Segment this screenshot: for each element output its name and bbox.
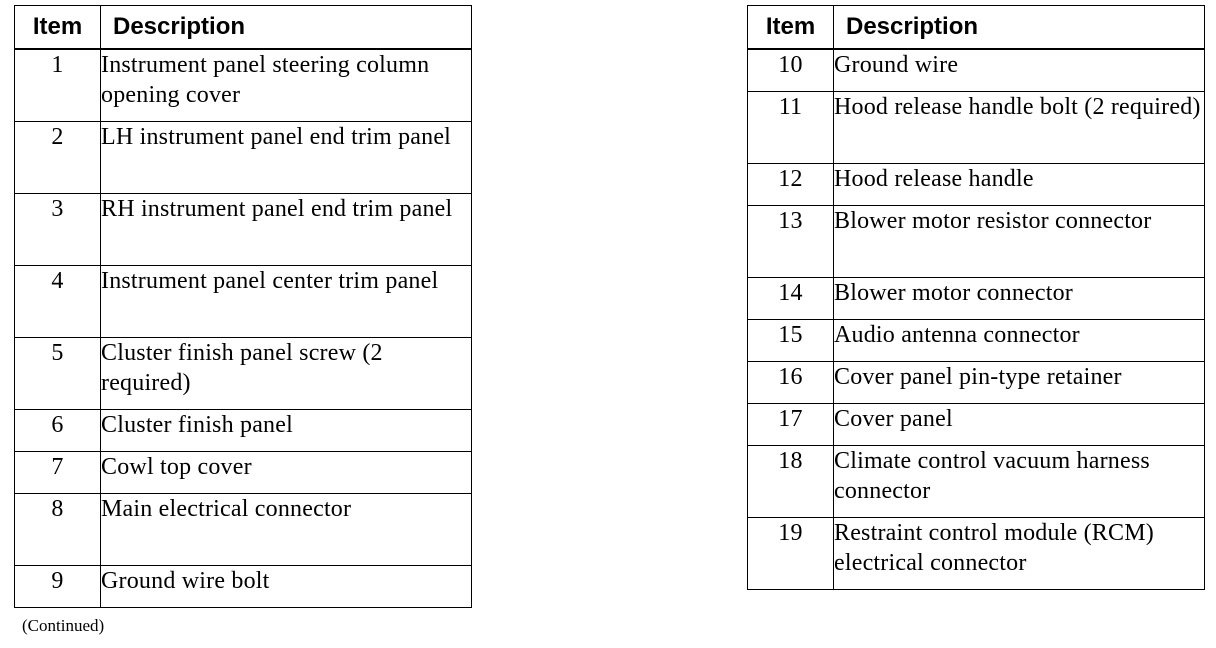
item-number: 12 xyxy=(748,163,834,205)
item-description: Instrument panel steering column opening cover xyxy=(101,49,472,121)
item-description: Instrument panel center trim panel xyxy=(101,265,472,337)
item-description: Climate control vacuum harness connector xyxy=(834,445,1205,517)
item-number: 9 xyxy=(15,565,101,607)
item-number: 17 xyxy=(748,403,834,445)
table-row xyxy=(748,319,1205,361)
table-header-row xyxy=(748,6,1205,50)
table-row xyxy=(748,361,1205,403)
table-row xyxy=(748,403,1205,445)
item-number: 10 xyxy=(748,49,834,91)
table-row xyxy=(748,277,1205,319)
item-description: Main electrical connector xyxy=(101,493,472,565)
item-description: Blower motor resistor connector xyxy=(834,205,1205,277)
item-number: 3 xyxy=(15,193,101,265)
item-number: 19 xyxy=(748,517,834,589)
item-description: Cluster finish panel xyxy=(101,409,472,451)
description-column-header: Description xyxy=(834,6,1205,50)
table-row xyxy=(15,121,472,193)
item-number: 15 xyxy=(748,319,834,361)
item-number: 8 xyxy=(15,493,101,565)
table-row xyxy=(748,445,1205,517)
item-number: 2 xyxy=(15,121,101,193)
item-description: Hood release handle bolt (2 required) xyxy=(834,91,1205,163)
table-row xyxy=(748,205,1205,277)
item-column-header: Item xyxy=(748,6,834,50)
item-description: Ground wire bolt xyxy=(101,565,472,607)
item-description: Cover panel xyxy=(834,403,1205,445)
table-row xyxy=(15,193,472,265)
table-row xyxy=(15,49,472,121)
item-description: Cluster finish panel screw (2 required) xyxy=(101,337,472,409)
table-row xyxy=(748,163,1205,205)
table-header-row xyxy=(15,6,472,50)
item-description: LH instrument panel end trim panel xyxy=(101,121,472,193)
item-number: 4 xyxy=(15,265,101,337)
item-number: 18 xyxy=(748,445,834,517)
table-row xyxy=(748,517,1205,589)
item-number: 1 xyxy=(15,49,101,121)
item-number: 5 xyxy=(15,337,101,409)
item-description: RH instrument panel end trim panel xyxy=(101,193,472,265)
item-table-left xyxy=(14,5,472,608)
table-row xyxy=(15,265,472,337)
item-number: 11 xyxy=(748,91,834,163)
table-row xyxy=(15,337,472,409)
item-number: 6 xyxy=(15,409,101,451)
table-row xyxy=(15,409,472,451)
item-description: Blower motor connector xyxy=(834,277,1205,319)
table-row xyxy=(15,451,472,493)
item-description: Audio antenna connector xyxy=(834,319,1205,361)
table-row xyxy=(748,91,1205,163)
item-number: 13 xyxy=(748,205,834,277)
description-column-header: Description xyxy=(101,6,472,50)
item-number: 7 xyxy=(15,451,101,493)
item-number: 14 xyxy=(748,277,834,319)
item-description: Restraint control module (RCM) electrical connector xyxy=(834,517,1205,589)
table-row xyxy=(15,493,472,565)
continued-note: (Continued) xyxy=(22,616,105,635)
item-number: 16 xyxy=(748,361,834,403)
item-description: Ground wire xyxy=(834,49,1205,91)
item-description: Cover panel pin-type retainer xyxy=(834,361,1205,403)
table-row xyxy=(748,49,1205,91)
item-table-right xyxy=(747,5,1205,590)
item-description: Cowl top cover xyxy=(101,451,472,493)
item-description: Hood release handle xyxy=(834,163,1205,205)
table-row xyxy=(15,565,472,607)
item-column-header: Item xyxy=(15,6,101,50)
